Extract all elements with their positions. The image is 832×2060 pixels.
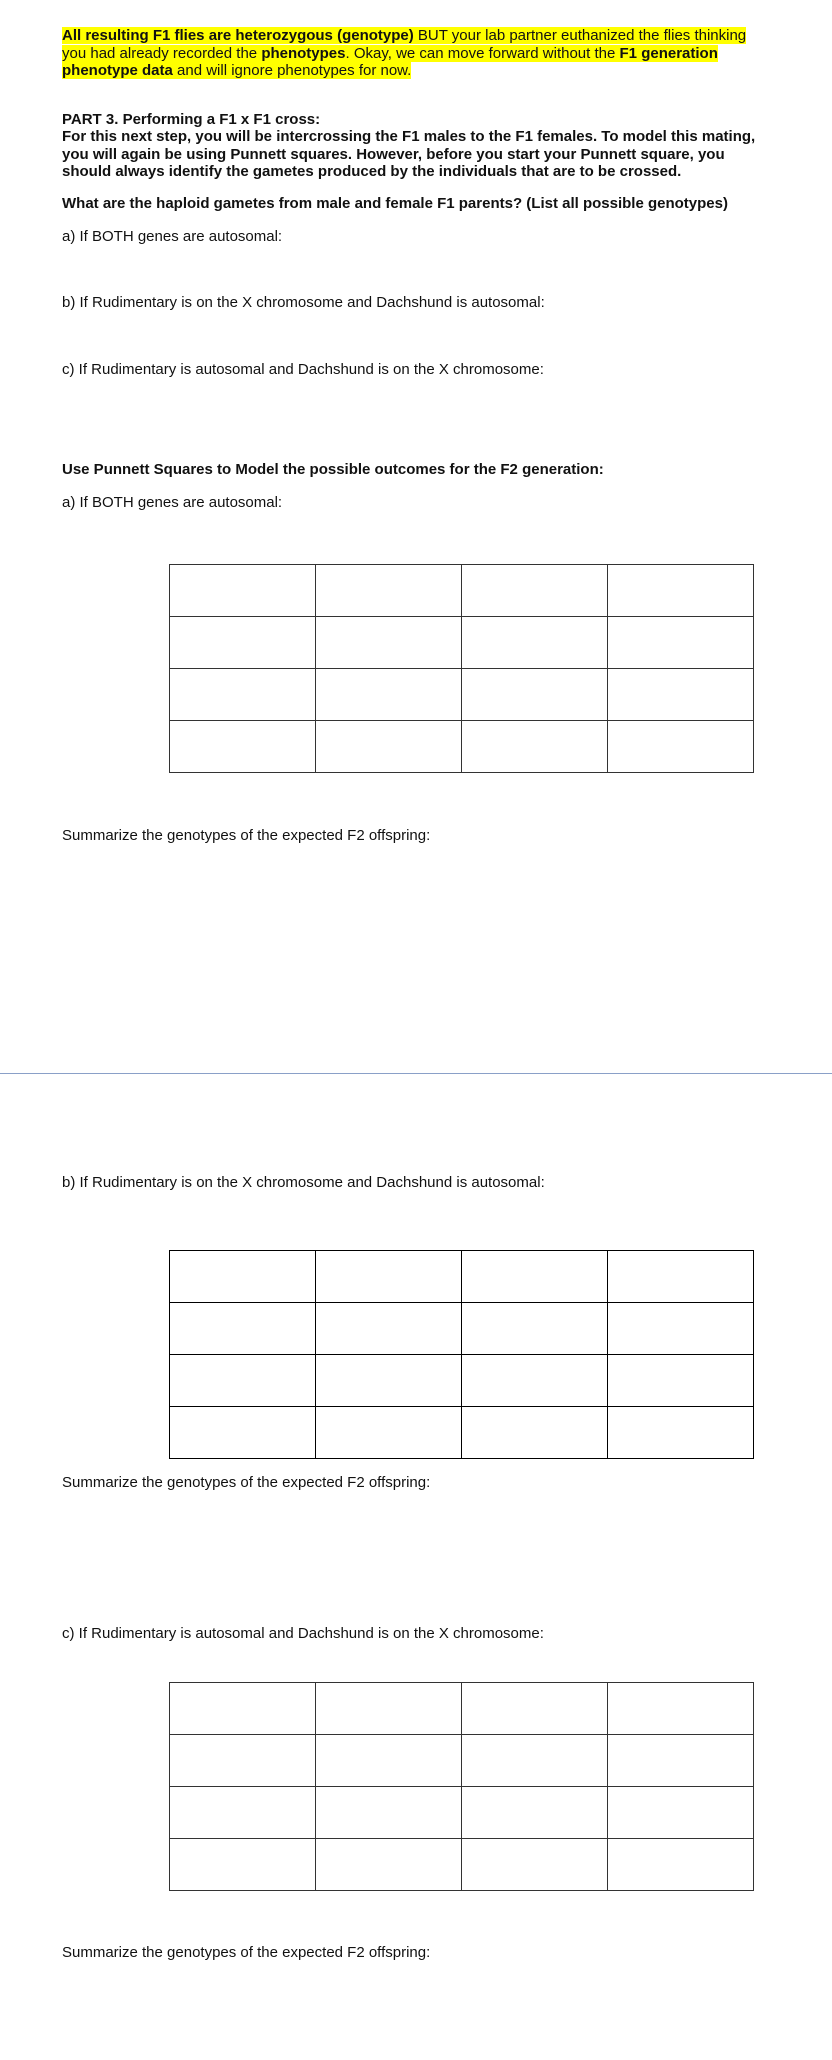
punnett-cell[interactable] [608,1735,754,1787]
punnett-cell[interactable] [316,1251,462,1303]
intro-bold-phenotypes: phenotypes [261,44,346,62]
punnett-cell[interactable] [462,1787,608,1839]
punnett-cell[interactable] [170,1355,316,1407]
punnett-cell[interactable] [462,1251,608,1303]
punnett-cell[interactable] [170,1787,316,1839]
punnett-cell[interactable] [316,1683,462,1735]
punnett-cell[interactable] [608,565,754,617]
punnett-square-a [169,564,754,773]
punnett-option-a: a) If BOTH genes are autosomal: [62,494,283,511]
punnett-cell[interactable] [462,565,608,617]
punnett-cell[interactable] [608,721,754,773]
punnett-cell[interactable] [608,1251,754,1303]
intro-text-1: BUT your lab partner euthanized the flies thinking you had already recorded the [62,27,747,62]
punnett-option-c: c) If Rudimentary is autosomal and Dachshund is on the X chromosome: [62,1625,544,1642]
gametes-question: What are the haploid gametes from male and female F1 parents? (List all possible genotypes) [62,195,728,212]
punnett-cell[interactable] [608,1787,754,1839]
punnett-cell[interactable] [462,669,608,721]
punnett-cell[interactable] [608,617,754,669]
part3-instructions: For this next step, you will be intercrossing the F1 males to the F1 females. To model this mating, you will again be using Punnett squares. However, before you start your Punnett square, you should always identify the gametes produced by the individuals that are to be crossed. [62,128,756,180]
punnett-cell[interactable] [608,1839,754,1891]
punnett-cell[interactable] [170,721,316,773]
punnett-cell[interactable] [170,565,316,617]
punnett-cell[interactable] [316,1839,462,1891]
punnett-cell[interactable] [316,721,462,773]
punnett-cell[interactable] [316,565,462,617]
punnett-cell[interactable] [316,1355,462,1407]
punnett-cell[interactable] [170,1251,316,1303]
page-divider [0,1073,832,1074]
punnett-cell[interactable] [462,1735,608,1787]
summary-prompt-a: Summarize the genotypes of the expected F2 offspring: [62,827,431,844]
punnett-option-b: b) If Rudimentary is on the X chromosome and Dachshund is autosomal: [62,1174,545,1191]
punnett-cell[interactable] [316,1303,462,1355]
punnett-cell[interactable] [462,1407,608,1459]
punnett-cell[interactable] [462,1303,608,1355]
punnett-cell[interactable] [462,1839,608,1891]
punnett-cell[interactable] [316,1735,462,1787]
punnett-heading: Use Punnett Squares to Model the possible outcomes for the F2 generation: [62,461,604,478]
punnett-cell[interactable] [170,1735,316,1787]
punnett-cell[interactable] [316,617,462,669]
punnett-cell[interactable] [170,1839,316,1891]
punnett-cell[interactable] [316,1787,462,1839]
punnett-cell[interactable] [462,721,608,773]
punnett-cell[interactable] [316,669,462,721]
punnett-cell[interactable] [170,1683,316,1735]
punnett-cell[interactable] [608,1303,754,1355]
gametes-option-a: a) If BOTH genes are autosomal: [62,228,283,245]
gametes-option-c: c) If Rudimentary is autosomal and Dachshund is on the X chromosome: [62,361,544,378]
part3-heading: PART 3. Performing a F1 x F1 cross: [62,111,321,128]
punnett-cell[interactable] [608,1407,754,1459]
punnett-cell[interactable] [608,669,754,721]
summary-prompt-b: Summarize the genotypes of the expected F2 offspring: [62,1474,431,1491]
punnett-cell[interactable] [462,1355,608,1407]
punnett-cell[interactable] [170,1407,316,1459]
punnett-cell[interactable] [170,617,316,669]
punnett-cell[interactable] [462,617,608,669]
punnett-square-c [169,1682,754,1891]
intro-text-2: . Okay, we can move forward without the [345,44,620,62]
summary-prompt-c: Summarize the genotypes of the expected F2 offspring: [62,1944,431,1961]
intro-text-3: and will ignore phenotypes for now. [172,62,412,79]
intro-bold-f1-phenotype-data: F1 generation phenotype data [62,44,718,79]
punnett-cell[interactable] [462,1683,608,1735]
punnett-cell[interactable] [608,1355,754,1407]
intro-paragraph [62,27,762,80]
punnett-square-b [169,1250,754,1459]
gametes-option-b: b) If Rudimentary is on the X chromosome and Dachshund is autosomal: [62,294,545,311]
punnett-cell[interactable] [316,1407,462,1459]
punnett-cell[interactable] [608,1683,754,1735]
punnett-cell[interactable] [170,669,316,721]
punnett-cell[interactable] [170,1303,316,1355]
intro-bold-heterozygous: All resulting F1 flies are heterozygous (genotype) [62,27,414,44]
